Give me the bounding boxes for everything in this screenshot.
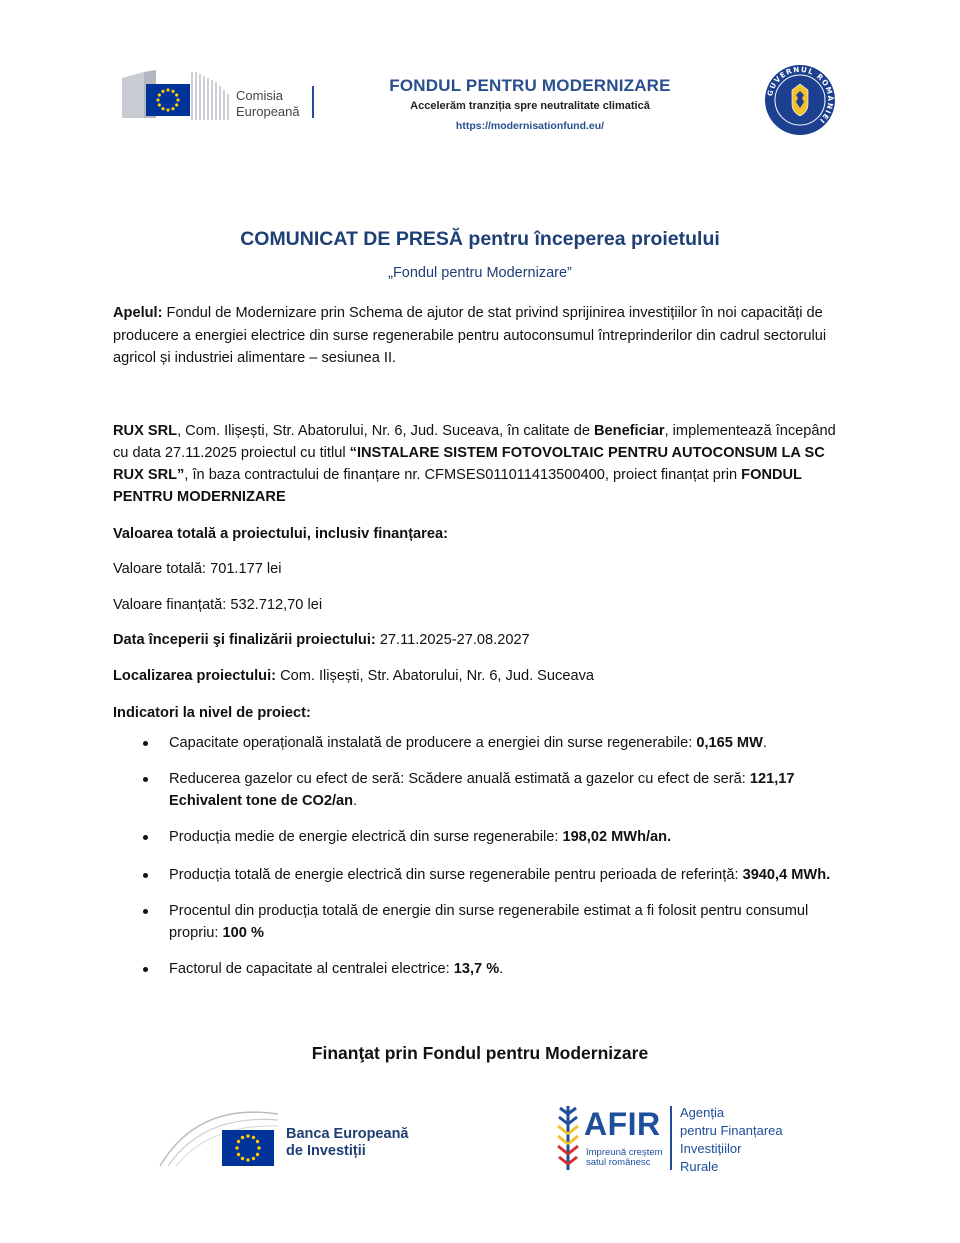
- total-value: Valoare totală: 701.177 lei: [113, 561, 282, 577]
- bullet-icon: [143, 873, 148, 878]
- call-label: Apelul:: [113, 305, 163, 321]
- bullet-icon: [143, 835, 148, 840]
- beneficiary-fund: FONDUL PENTRU MODERNIZARE: [113, 467, 802, 505]
- page-title: COMUNICAT DE PRESĂ pentru începerea proietului: [240, 228, 720, 250]
- gov-seal-text: GUVERNUL ROMÂNIEI: [765, 64, 836, 126]
- project-location: [113, 666, 594, 686]
- ec-building-flag-icon: [122, 64, 234, 126]
- ec-logo-divider: [312, 86, 314, 118]
- fund-title: FONDUL PENTRU MODERNIZARE: [389, 76, 671, 95]
- footer-title: Finanţat prin Fondul pentru Modernizare: [311, 1043, 649, 1063]
- call-paragraph: [113, 302, 843, 370]
- project-title: “INSTALARE SISTEM FOTOVOLTAIC PENTRU AUTOCONSUM LA SC RUX SRL”: [113, 445, 825, 483]
- beneficiary-text-1: , implementează începând cu data 27.11.2025 proiectul cu titlul: [113, 423, 836, 461]
- project-location-value: Com. Ilișești, Str. Abatorului, Nr. 6, Jud. Suceava: [276, 668, 594, 684]
- page-subtitle: „Fondul pentru Modernizare”: [388, 265, 572, 281]
- eib-text: [286, 1126, 409, 1160]
- call-text: Fondul de Modernizare prin Schema de ajutor de stat privind sprijinirea investițiilor în noi capacități de producere a energiei electrice din surse regenerabile pentru autoconsumul întreprinderilor din cadrul sectorului agricol și industriei alimentare – sesiunea II.: [113, 305, 827, 366]
- indicators-list: [113, 732, 843, 980]
- eib-text-line-1: Banca Europeană: [286, 1126, 409, 1142]
- values-heading: Valoarea totală a proiectului, inclusiv finanțarea:: [113, 526, 448, 542]
- afir-divider: [670, 1106, 672, 1170]
- project-location-label: Localizarea proiectului:: [113, 668, 277, 684]
- bullet-icon: [143, 967, 148, 972]
- project-dates-value: 27.11.2025-27.08.2027: [375, 632, 530, 648]
- afir-agency-name: Agenția pentru Finanțarea Investițiilor Rurale: [680, 1105, 783, 1174]
- afir-wheat-icon: [554, 1104, 582, 1174]
- afir-word: AFIR: [584, 1106, 661, 1142]
- beneficiary-address: , Com. Ilișești, Str. Abatorului, Nr. 6, Jud. Suceava, în calitate de: [177, 423, 594, 439]
- indicator-item: Procentul din producția totală de energie din surse regenerabile estimat a fi folosit pentru consumul propriu: 100 %: [113, 900, 843, 944]
- eib-text-line-2: de Investiții: [286, 1143, 366, 1159]
- indicator-item: Reducerea gazelor cu efect de seră: Scădere anuală estimată a gazelor cu efect de seră: 121,17 Echivalent tone de CO2/an.: [113, 768, 843, 812]
- bullet-icon: [143, 777, 148, 782]
- afir-tagline: împreună creștem satul românesc: [586, 1147, 663, 1168]
- beneficiary-role: Beneficiar: [594, 423, 665, 439]
- indicator-item: Producția medie de energie electrică din surse regenerabile: 198,02 MWh/an.: [113, 826, 843, 848]
- beneficiary-name: RUX SRL: [113, 423, 178, 439]
- bullet-icon: [143, 741, 148, 746]
- eib-logo: [158, 1108, 418, 1170]
- fund-url-link[interactable]: https://modernisationfund.eu/: [455, 120, 605, 132]
- indicator-item: Producția totală de energie electrică din surse regenerabile pentru perioada de referință: 3940,4 MWh.: [113, 864, 843, 886]
- afir-logo: [554, 1104, 814, 1176]
- european-commission-logo: [122, 64, 322, 126]
- project-dates-label: Data începerii şi finalizării proiectului:: [113, 632, 376, 648]
- indicators-heading: Indicatori la nivel de proiect:: [113, 705, 311, 721]
- beneficiary-text-2: , în baza contractului de finanțare nr. CFMSES011011413500400, proiect finanțat prin: [184, 467, 742, 483]
- beneficiary-paragraph: [113, 420, 843, 508]
- ec-logo-word-1: Comisia: [236, 88, 283, 103]
- ec-logo-word-2: Europeană: [236, 104, 300, 119]
- indicator-item: Factorul de capacitate al centralei electrice: 13,7 %.: [113, 958, 843, 980]
- project-dates: [113, 630, 530, 650]
- fund-subtitle: Accelerăm tranziția spre neutralitate climatică: [410, 100, 650, 112]
- eib-flag-icon: [158, 1108, 282, 1170]
- financed-value: Valoare finanțată: 532.712,70 lei: [113, 597, 323, 613]
- indicator-item: Capacitate operațională instalată de producere a energiei din surse regenerabile: 0,165 MW.: [113, 732, 843, 754]
- romanian-government-seal-icon: [764, 64, 836, 136]
- bullet-icon: [143, 909, 148, 914]
